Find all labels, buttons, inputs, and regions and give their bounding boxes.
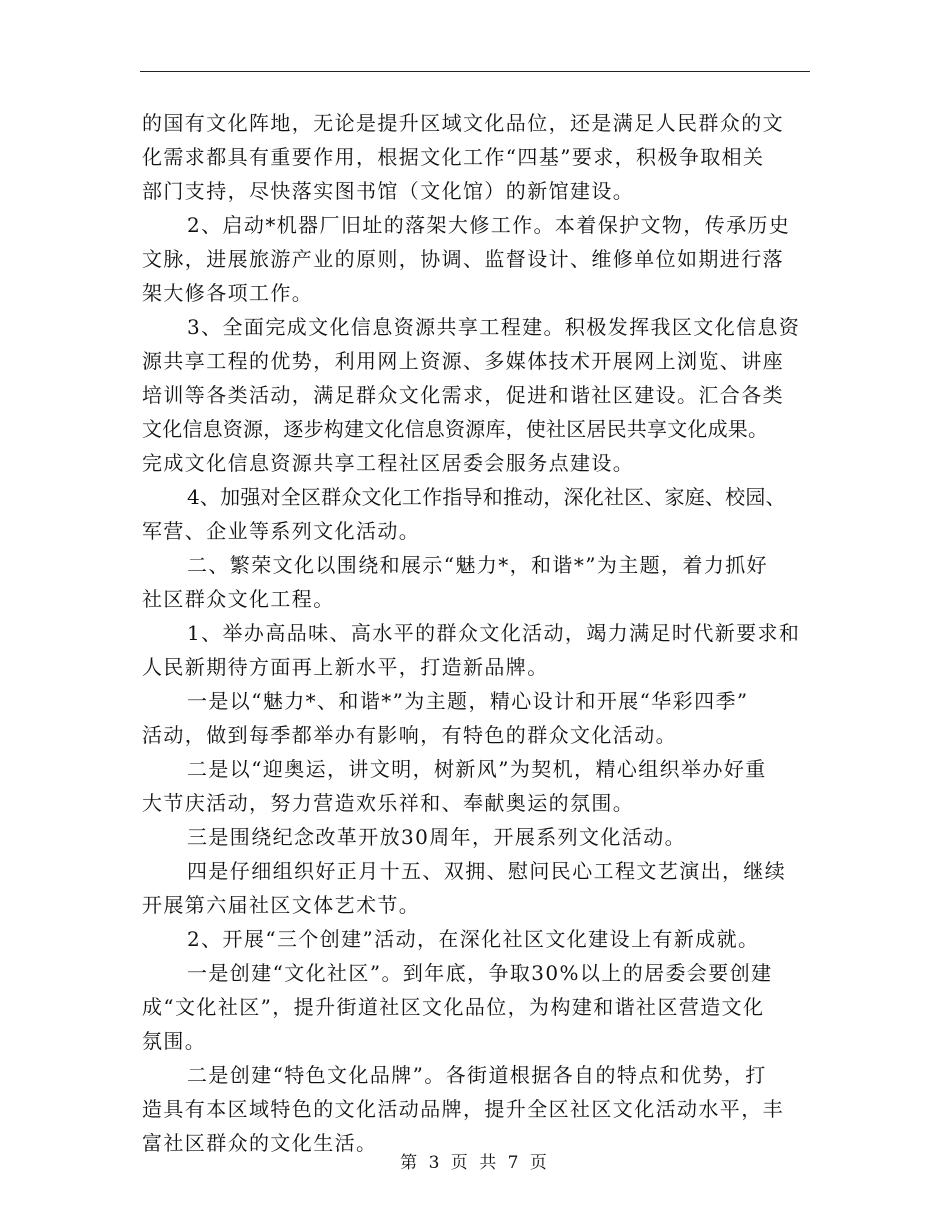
text-line: 人民新期待方面再上新水平，打造新品牌。 bbox=[142, 655, 549, 679]
text-line: 培训等各类活动，满足群众文化需求，促进和谐社区建设。汇合各类 bbox=[142, 383, 784, 407]
text-line: 一是以“魅力*、和谐*”为主题，精心设计和开展“华彩四季” bbox=[187, 689, 749, 713]
text-line: 四是仔细组织好正月十五、双拥、慰问民心工程文艺演出，继续 bbox=[187, 859, 787, 883]
text-line: 完成文化信息资源共享工程社区居委会服务点建设。 bbox=[142, 451, 635, 475]
text-line: 三是围绕纪念改革开放30周年，开展系列文化活动。 bbox=[187, 825, 687, 849]
text-line: 化需求都具有重要作用，根据文化工作“四基”要求，积极争取相关 bbox=[142, 145, 765, 169]
text-line: 架大修各项工作。 bbox=[142, 281, 314, 305]
text-line: 源共享工程的优势，利用网上资源、多媒体技术开展网上浏览、讲座 bbox=[142, 349, 784, 373]
text-line: 二是创建“特色文化品牌”。各街道根据各自的特点和优势，打 bbox=[187, 1063, 767, 1087]
text-line: 活动，做到每季都举办有影响，有特色的群众文化活动。 bbox=[142, 723, 677, 747]
text-line: 的国有文化阵地，无论是提升区域文化品位，还是满足人民群众的文 bbox=[142, 111, 784, 135]
text-line: 文脉，进展旅游产业的原则，协调、监督设计、维修单位如期进行落 bbox=[142, 247, 784, 271]
text-line: 二是以“迎奥运，讲文明，树新风”为契机，精心组织举办好重 bbox=[187, 757, 767, 781]
text-line: 3、全面完成文化信息资源共享工程建。积极发挥我区文化信息资 bbox=[187, 315, 801, 339]
document-body bbox=[142, 106, 810, 1160]
page-number-footer: 第 3 页 共 7 页 bbox=[400, 1153, 550, 1173]
text-line: 大节庆活动，努力营造欢乐祥和、奉献奥运的氛围。 bbox=[142, 791, 635, 815]
text-line: 部门支持，尽快落实图书馆（文化馆）的新馆建设。 bbox=[142, 179, 635, 203]
text-line: 成“文化社区”，提升街道社区文化品位，为构建和谐社区营造文化 bbox=[142, 995, 765, 1019]
header-rule bbox=[140, 71, 810, 72]
text-line: 2、启动*机器厂旧址的落架大修工作。本着保护文物，传承历史 bbox=[187, 213, 791, 237]
text-line: 一是创建“文化社区”。到年底，争取30%以上的居委会要创建 bbox=[187, 961, 773, 985]
text-line: 文化信息资源，逐步构建文化信息资源库，使社区居民共享文化成果。 bbox=[142, 417, 769, 441]
text-line: 二、繁荣文化以围绕和展示“魅力*，和谐*”为主题，着力抓好 bbox=[187, 553, 769, 577]
text-line: 社区群众文化工程。 bbox=[142, 587, 335, 611]
text-line: 4、加强对全区群众文化工作指导和推动，深化社区、家庭、校园、 bbox=[187, 485, 786, 509]
text-line: 军营、企业等系列文化活动。 bbox=[142, 519, 421, 543]
text-line: 造具有本区域特色的文化活动品牌，提升全区社区文化活动水平，丰 bbox=[142, 1097, 784, 1121]
text-line: 富社区群众的文化生活。 bbox=[142, 1131, 378, 1155]
text-line: 氛围。 bbox=[142, 1029, 207, 1053]
text-line: 开展第六届社区文体艺术节。 bbox=[142, 893, 421, 917]
text-line: 2、开展“三个创建”活动，在深化社区文化建设上有新成就。 bbox=[187, 927, 760, 951]
text-line: 1、举办高品味、高水平的群众文化活动，竭力满足时代新要求和 bbox=[187, 621, 801, 645]
